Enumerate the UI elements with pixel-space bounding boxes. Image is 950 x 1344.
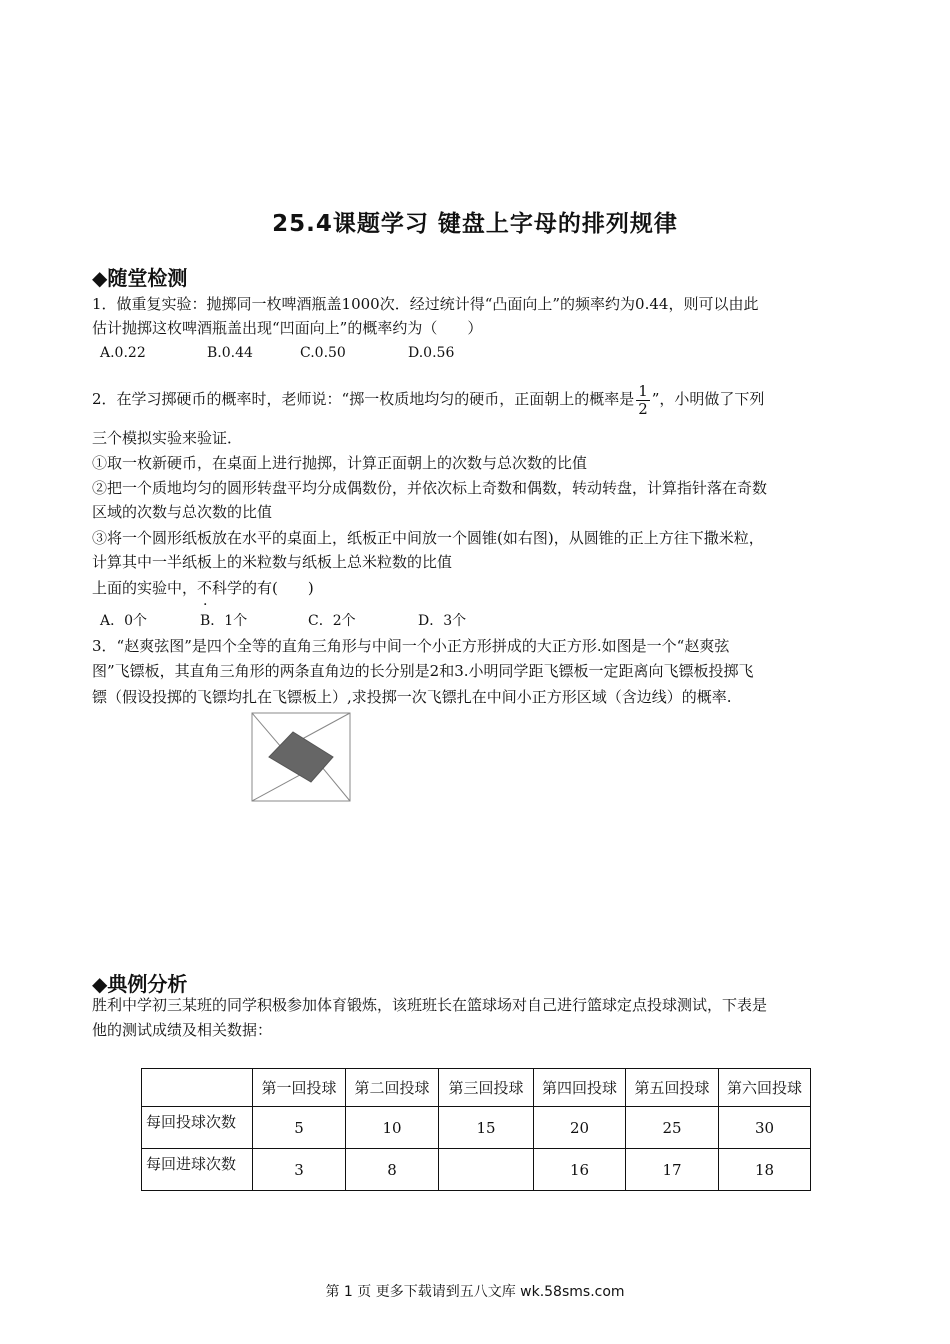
- table-header-cell: [142, 1069, 253, 1107]
- table-cell: 15: [439, 1107, 534, 1149]
- table-cell: 16: [534, 1149, 626, 1191]
- example-text-line1: 胜利中学初三某班的同学积极参加体育锻炼，该班班长在篮球场对自己进行篮球定点投球测试，下表是: [92, 996, 768, 1014]
- q2-option-d: D．3个: [418, 613, 467, 629]
- table-cell: 5: [253, 1107, 346, 1149]
- table-cell: 17: [626, 1149, 719, 1191]
- table-header-cell: 第三回投球: [439, 1069, 534, 1107]
- q2-question: [92, 576, 314, 600]
- table-row: [142, 1149, 811, 1191]
- table-row: [142, 1107, 811, 1149]
- section-heading-example: ◆典例分析: [92, 972, 188, 996]
- table-cell: 25: [626, 1107, 719, 1149]
- q2-question-before: 上面的实验中，: [92, 579, 198, 597]
- q1-option-d: D.0.56: [408, 345, 455, 361]
- table-cell: 3: [253, 1149, 346, 1191]
- q2-option-c: C．2个: [308, 613, 356, 629]
- page-footer: 第 1 页 更多下载请到五八文库 wk.58sms.com: [325, 1284, 625, 1300]
- section-heading-quiz: ◆随堂检测: [92, 266, 188, 290]
- example-text-line2: 他的测试成绩及相关数据：: [92, 1021, 273, 1039]
- table-header-cell: 第一回投球: [253, 1069, 346, 1107]
- table-header-cell: 第四回投球: [534, 1069, 626, 1107]
- q2-option-a: A．0个: [100, 613, 148, 629]
- table-cell: 30: [719, 1107, 811, 1149]
- q2-option-b: B．1个: [200, 613, 248, 629]
- table-row-label: 每回进球次数: [142, 1149, 253, 1191]
- q2-item3-line2: 计算其中一半纸板上的米粒数与纸板上总米粒数的比值: [92, 553, 453, 571]
- table-header-cell: 第五回投球: [626, 1069, 719, 1107]
- fraction-one-half: [636, 383, 650, 418]
- table-header-cell: 第二回投球: [346, 1069, 439, 1107]
- table-cell: 18: [719, 1149, 811, 1191]
- table-cell: 20: [534, 1107, 626, 1149]
- q2-text-line2: 三个模拟实验来验证．: [92, 429, 243, 447]
- table-header-row: [142, 1069, 811, 1107]
- q1-text-line2: 估计抛掷这枚啤酒瓶盖出现“凹面向上”的概率约为（ ）: [92, 319, 483, 337]
- q2-item2-line2: 区域的次数与总次数的比值: [92, 503, 273, 521]
- table-header-cell: 第六回投球: [719, 1069, 811, 1107]
- fraction-numerator: 1: [638, 381, 648, 400]
- table-cell: [439, 1149, 534, 1191]
- q3-text-line3: 镖（假设投掷的飞镖均扎在飞镖板上）,求投掷一次飞镖扎在中间小正方形区域（含边线）的概率.: [92, 688, 732, 706]
- page-title: 25.4课题学习 键盘上字母的排列规律: [272, 211, 678, 237]
- q1-option-b: B.0.44: [207, 345, 253, 361]
- q2-item1: ①取一枚新硬币，在桌面上进行抛掷，计算正面朝上的次数与总次数的比值: [92, 454, 588, 472]
- shooting-data-table: [141, 1068, 811, 1191]
- q2-item3-line1: ③将一个圆形纸板放在水平的桌面上，纸板正中间放一个圆锥(如右图)，从圆锥的正上方往下撒米粒，: [92, 529, 764, 547]
- q1-text-line1: 1．做重复实验：抛掷同一枚啤酒瓶盖1000次．经过统计得“凸面向上”的频率约为0.44，则可以由此: [92, 295, 759, 313]
- q1-option-a: A.0.22: [100, 345, 146, 361]
- q3-text-line1: 3．“赵爽弦图”是四个全等的直角三角形与中间一个小正方形拼成的大正方形.如图是一个“赵爽弦: [92, 637, 730, 655]
- table-cell: 10: [346, 1107, 439, 1149]
- q2-item2-line1: ②把一个质地均匀的圆形转盘平均分成偶数份，并依次标上奇数和偶数，转动转盘，计算指针落在奇数: [92, 479, 768, 497]
- q3-text-line2: 图”飞镖板，其直角三角形的两条直角边的长分别是2和3.小明同学距飞镖板一定距离向飞镖板投掷飞: [92, 662, 754, 680]
- fraction-denominator: 2: [638, 399, 648, 418]
- q2-text-before-fraction: 2．在学习掷硬币的概率时，老师说：“掷一枚质地均匀的硬币，正面朝上的概率是: [92, 390, 635, 408]
- q2-question-emphasis: 不: [197, 579, 213, 597]
- zhao-shuang-diagram: [251, 712, 351, 802]
- table-row-label: 每回投球次数: [142, 1107, 253, 1149]
- q2-text-after-fraction: ”，小明做了下列: [651, 390, 765, 408]
- q2-question-after: 科学的有( ): [212, 579, 314, 597]
- table-cell: 8: [346, 1149, 439, 1191]
- q2-text-line1: [92, 381, 764, 418]
- q1-option-c: C.0.50: [300, 345, 346, 361]
